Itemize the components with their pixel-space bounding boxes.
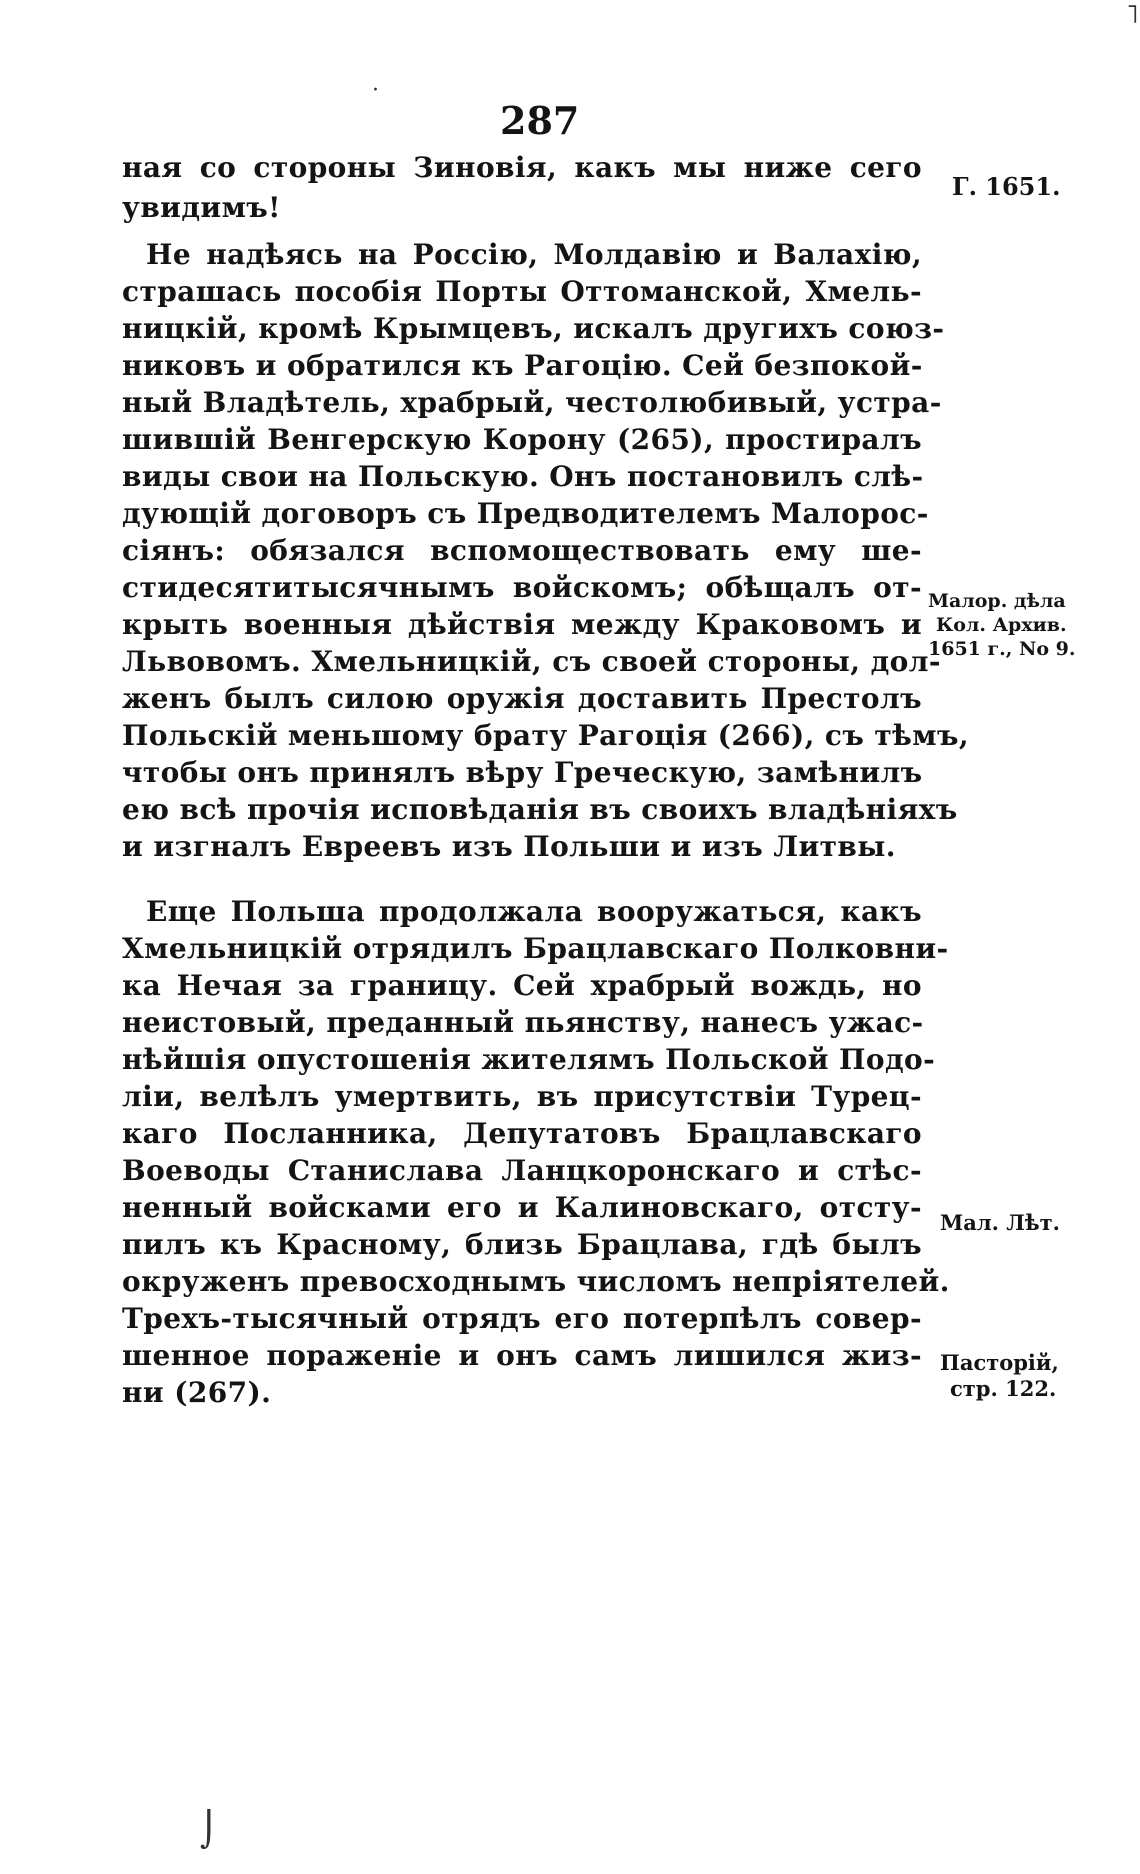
text-line: неистовый, преданный пьянству, нанесъ ужас-	[122, 1006, 924, 1039]
text-line: стидесятитысячнымъ войскомъ; обѣщалъ от-	[122, 571, 922, 604]
text-line: Еще Польша продолжала вооружаться, какъ	[146, 895, 922, 928]
text-line: Хмельницкій отрядилъ Брацлавскаго Полковни-	[122, 932, 949, 965]
text-line: каго Посланника, Депутатовъ Брацлавскаго	[122, 1117, 922, 1150]
text-line: ный Владѣтель, храбрый, честолюбивый, устра-	[122, 386, 942, 419]
text-line: никовъ и обратился къ Рагоцію. Сей безпокой-	[122, 349, 923, 382]
text-line: Воеводы Станислава Ланцкоронскаго и стѣс-	[122, 1154, 922, 1187]
page-edge-mark: ˥	[1126, 0, 1139, 30]
text-line: пилъ къ Красному, близь Брацлава, гдѣ былъ	[122, 1228, 922, 1261]
text-line: чтобы онъ принялъ вѣру Греческую, замѣнилъ	[122, 756, 923, 789]
text-line: ка Нечая за границу. Сей храбрый вождь, но	[122, 969, 922, 1002]
text-line: виды свои на Польскую. Онъ постановилъ слѣ-	[122, 460, 924, 493]
margin-note-year: Г. 1651.	[952, 172, 1061, 201]
text-line: ліи, велѣлъ умертвить, въ присутствіи Турец-	[122, 1080, 922, 1113]
margin-note-chronicle: Мал. Лѣт.	[940, 1210, 1060, 1235]
text-line: Польскій меньшому брату Рагоція (266), съ тѣмъ,	[122, 719, 969, 752]
text-line: страшась пособія Порты Оттоманской, Хмель-	[122, 275, 922, 308]
page-number: 287	[500, 98, 580, 143]
text-line: дующій договоръ съ Предводителемъ Малорос-	[122, 497, 929, 530]
text-line: увидимъ!	[122, 191, 281, 224]
print-speck: ·	[372, 78, 379, 103]
text-line: ни (267).	[122, 1376, 272, 1409]
text-line: женъ былъ силою оружія доставить Престолъ	[122, 682, 922, 715]
text-line: Львовомъ. Хмельницкій, съ своей стороны, дол-	[122, 645, 941, 678]
text-line: шенное пораженіе и онъ самъ лишился жиз-	[122, 1339, 922, 1372]
text-line: ная со стороны Зиновія, какъ мы ниже сего	[122, 151, 922, 184]
margin-note-history-line-2: стр. 122.	[950, 1376, 1057, 1401]
margin-note-archive-line-2: Кол. Архив.	[936, 614, 1067, 636]
text-line: ницкій, кромѣ Крымцевъ, искалъ другихъ союз-	[122, 312, 945, 345]
text-line: сіянъ: обязался вспомоществовать ему ше-	[122, 534, 922, 567]
text-line: крыть военныя дѣйствія между Краковомъ и	[122, 608, 922, 641]
text-line: шившій Венгерскую Корону (265), простиралъ	[122, 423, 922, 456]
text-line: и изгналъ Евреевъ изъ Польши и изъ Литвы.	[122, 830, 896, 863]
page-scratch-mark: ⌡	[200, 1810, 218, 1850]
text-line: ненный войсками его и Калиновскаго, отсту-	[122, 1191, 922, 1224]
margin-note-archive-line-1: Малор. дѣла	[928, 590, 1066, 612]
text-line: окруженъ превосходнымъ числомъ непріятелей.	[122, 1265, 950, 1298]
text-line: ею всѣ прочія исповѣданія въ своихъ владѣніяхъ	[122, 793, 958, 826]
text-line: Трехъ-тысячный отрядъ его потерпѣлъ совер-	[122, 1302, 922, 1335]
text-line: Не надѣясь на Россію, Молдавію и Валахію,	[146, 238, 922, 271]
margin-note-history-line-1: Пасторій,	[940, 1350, 1059, 1375]
margin-note-archive-line-3: 1651 г., No 9.	[928, 638, 1076, 660]
text-line: нѣйшія опустошенія жителямъ Польской Подо-	[122, 1043, 936, 1076]
